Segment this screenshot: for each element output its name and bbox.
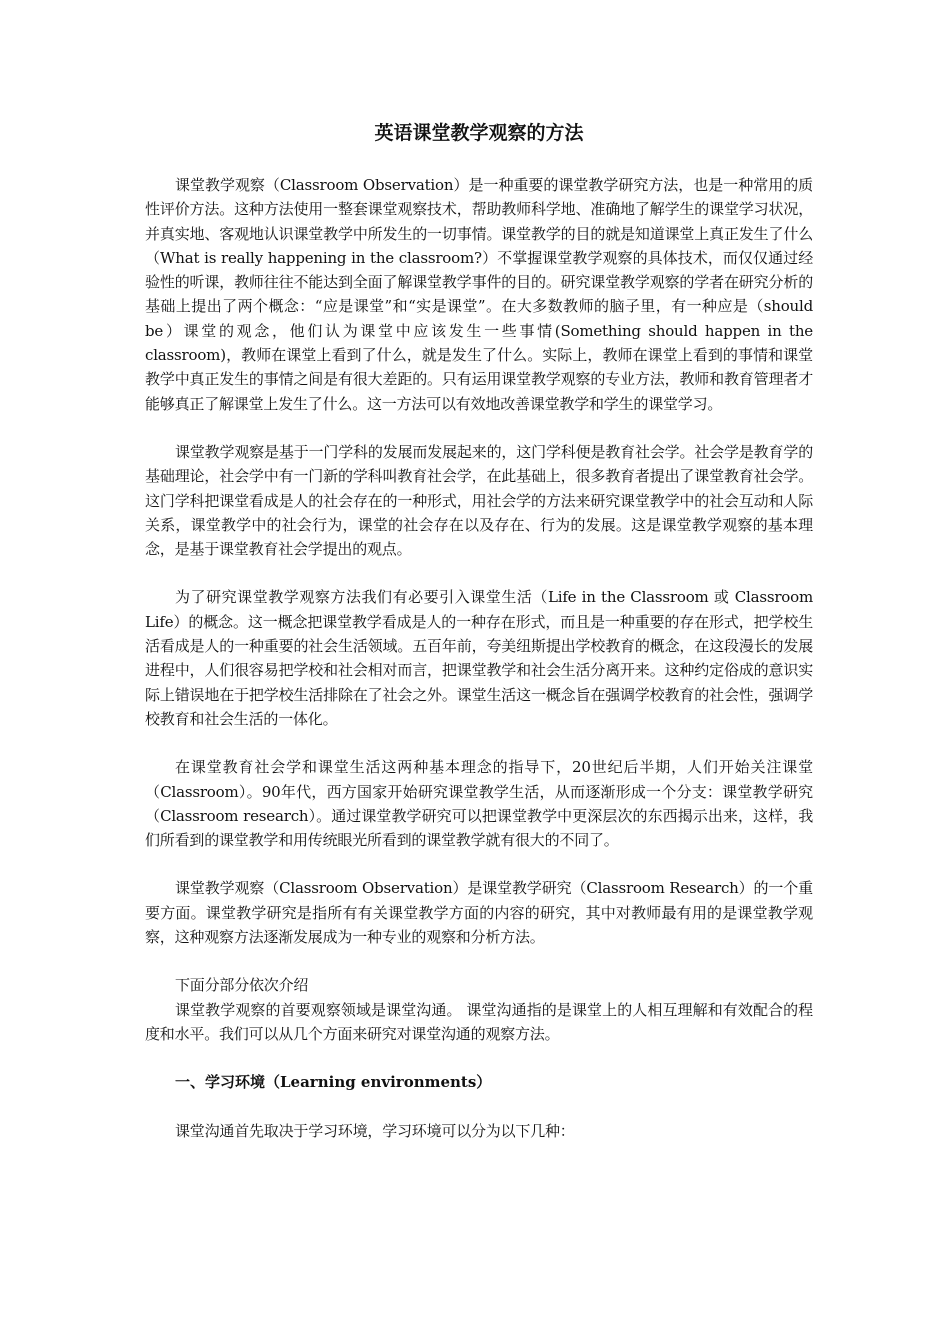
paragraph-classroom-communication: 课堂教学观察的首要观察领域是课堂沟通。 课堂沟通指的是课堂上的人相互理解和有效配合的程度和水平。我们可以从几个方面来研究对课堂沟通的观察方法。 [145,1000,813,1043]
paragraph-observation-aspect: 课堂教学观察（Classroom Observation）是课堂教学研究（Classroom Research）的一个重要方面。课堂教学研究是指所有有关课堂教学方面的内容的研究，其中对教师最有用的是课堂教学观察，这种观察方法逐渐发展成为一种专业的观察和分析方法。 [145,879,813,947]
document-title: 英语课堂教学观察的方法 [374,122,584,144]
section-heading-learning-environments: 一、学习环境（Learning environments） [175,1073,492,1092]
paragraph-classroom-life: 为了研究课堂教学观察方法我们有必要引入课堂生活（Life in the Classroom 或 Classroom Life）的概念。这一概念把课堂教学看成是人的一种存在形式，而且是一种重要的存在形式，把学校生活看成是人的一种重要的社会生活领域。五百年前，夸美纽斯提出学校教育的概念，在这段漫长的发展进程中，人们很容易把学校和社会相对而言，把课堂教学和社会生活分离开来。这种约定俗成的意识实际上错误地在于把学校生活排除在了社会之外。课堂生活这一概念旨在强调学校教育的社会性，强调学校教育和社会生活的一体化。 [145,588,813,728]
paragraph-introduction-line: 下面分部分依次介绍 [175,976,309,995]
paragraph-classroom-research: 在课堂教育社会学和课堂生活这两种基本理念的指导下，20世纪后半期，人们开始关注课堂（Classroom）。90年代，西方国家开始研究课堂教学生活，从而逐渐形成一个分支：课堂教学研究（Classroom research）。通过课堂教学研究可以把课堂教学中更深层次的东西揭示出来，这样，我们所看到的课堂教学和用传统眼光所看到的课堂教学就有很大的不同了。 [145,758,813,850]
paragraph-learning-environment-types: 课堂沟通首先取决于学习环境，学习环境可以分为以下几种： [175,1121,575,1140]
paragraph-classroom-observation-intro: 课堂教学观察（Classroom Observation）是一种重要的课堂教学研究方法，也是一种常用的质性评价方法。这种方法使用一整套课堂观察技术，帮助教师科学地、准确地了解学生的课堂学习状况，并真实地、客观地认识课堂教学中所发生的一切事情。课堂教学的目的就是知道课堂上真正发生了什么（What is really happening in the classroom?）不掌握课堂教学观察的具体技术，而仅仅通过经验性的听课，教师往往不能达到全面了解课堂教学事件的目的。研究课堂教学观察的学者在研究分析的基础上提出了两个概念：“应是课堂”和“实是课堂”。在大多数教师的脑子里，有一种应是（should be）课堂的观念，他们认为课堂中应该发生一些事情(Something should happen in the classroom)，教师在课堂上看到了什么，就是发生了什么。实际上，教师在课堂上看到的事情和课堂教学中真正发生的事情之间是有很大差距的。只有运用课堂教学观察的专业方法，教师和教育管理者才能够真正了解课堂上发生了什么。这一方法可以有效地改善课堂教学和学生的课堂学习。 [145,176,813,413]
paragraph-educational-sociology: 课堂教学观察是基于一门学科的发展而发展起来的，这门学科便是教育社会学。社会学是教育学的基础理论，社会学中有一门新的学科叫教育社会学，在此基础上，很多教育者提出了课堂教育社会学。这门学科把课堂看成是人的社会存在的一种形式，用社会学的方法来研究课堂教学中的社会互动和人际关系，课堂教学中的社会行为，课堂的社会存在以及存在、行为的发展。这是课堂教学观察的基本理念，是基于课堂教育社会学提出的观点。 [145,442,813,559]
document-page [145,118,813,1167]
